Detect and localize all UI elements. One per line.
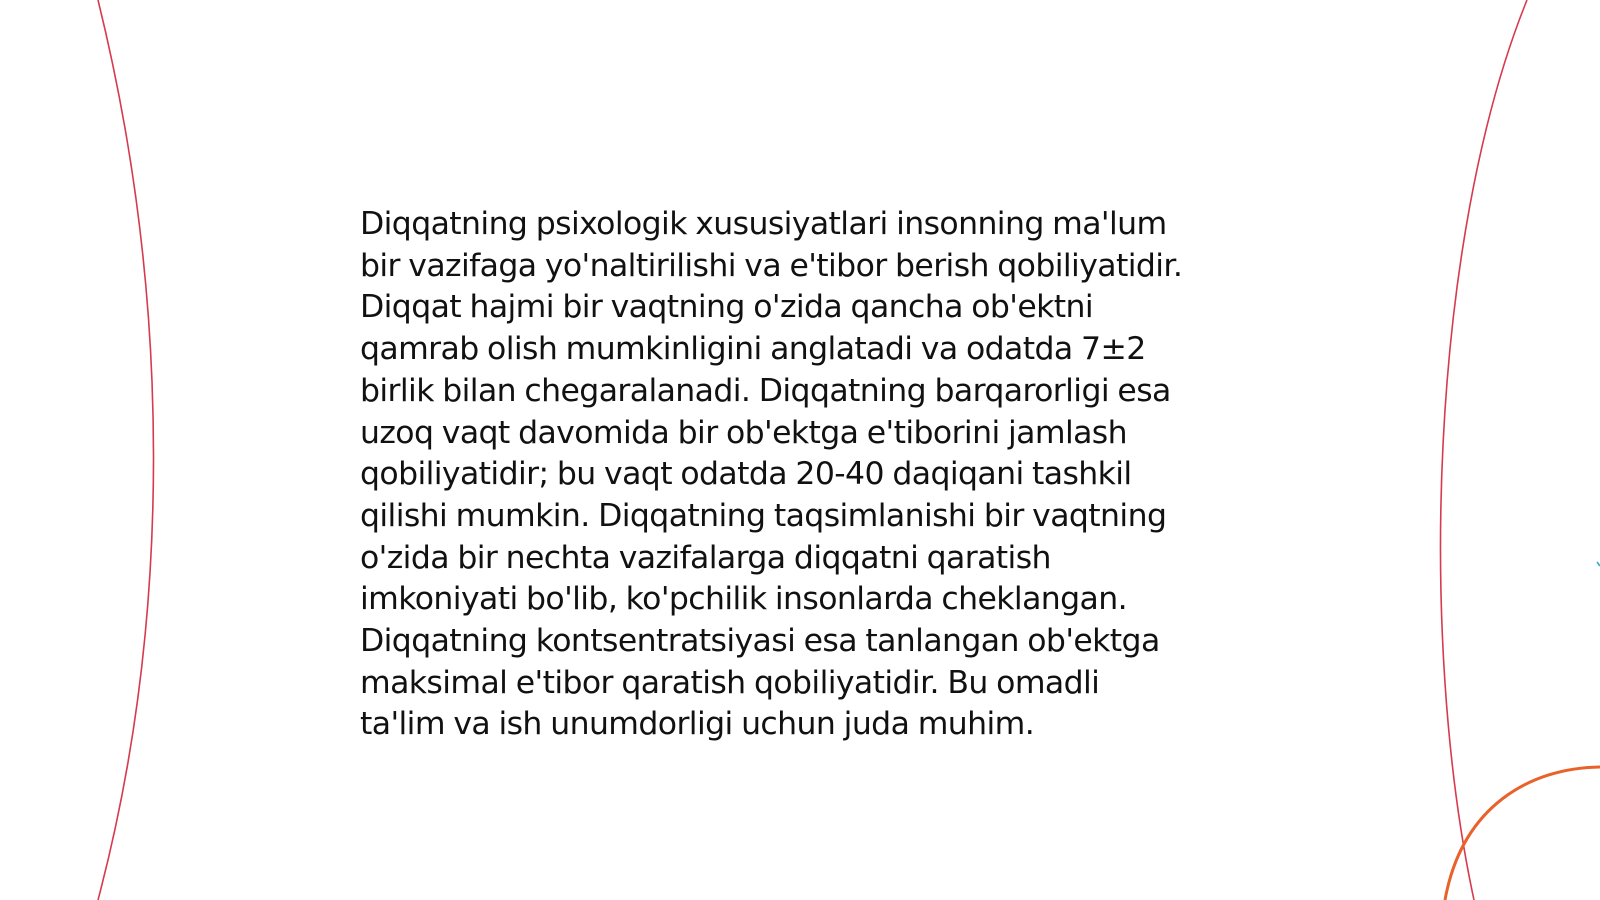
corner-circle-decoration — [1445, 767, 1600, 900]
paragraph-line: Diqqatning psixologik xususiyatlari insonning ma'lum — [360, 206, 1167, 242]
paragraph-line: o'zida bir nechta vazifalarga diqqatni qaratish — [360, 539, 1051, 576]
paragraph-line: Diqqat hajmi bir vaqtning o'zida qancha ob'ektni — [360, 289, 1094, 326]
paragraph-line: Diqqatning kontsentratsiyasi esa tanlangan ob'ektga — [360, 623, 1160, 660]
paragraph-line: qamrab olish mumkinligini anglatadi va odatda 7±2 — [360, 331, 1146, 368]
paragraph-line: qobiliyatidir; bu vaqt odatda 20-40 daqiqani tashkil — [360, 456, 1132, 493]
paragraph-line: birlik bilan chegaralanadi. Diqqatning barqarorligi esa — [360, 372, 1171, 409]
right-arc-decoration — [1441, 0, 1527, 900]
paragraph-line: qilishi mumkin. Diqqatning taqsimlanishi bir vaqtning — [360, 497, 1167, 534]
paragraph-line: ta'lim va ish unumdorligi uchun juda muhim. — [360, 706, 1035, 743]
paragraph-line: uzoq vaqt davomida bir ob'ektga e'tiborini jamlash — [360, 414, 1127, 451]
body-paragraph — [360, 204, 1260, 746]
left-arc-decoration — [98, 0, 154, 900]
paragraph-line: imkoniyati bo'lib, ko'pchilik insonlarda cheklangan. — [360, 581, 1128, 618]
paragraph-line: bir vazifaga yo'naltirilishi va e'tibor berish qobiliyatidir. — [360, 247, 1183, 284]
paragraph-line: maksimal e'tibor qaratish qobiliyatidir. Bu omadli — [360, 664, 1100, 701]
